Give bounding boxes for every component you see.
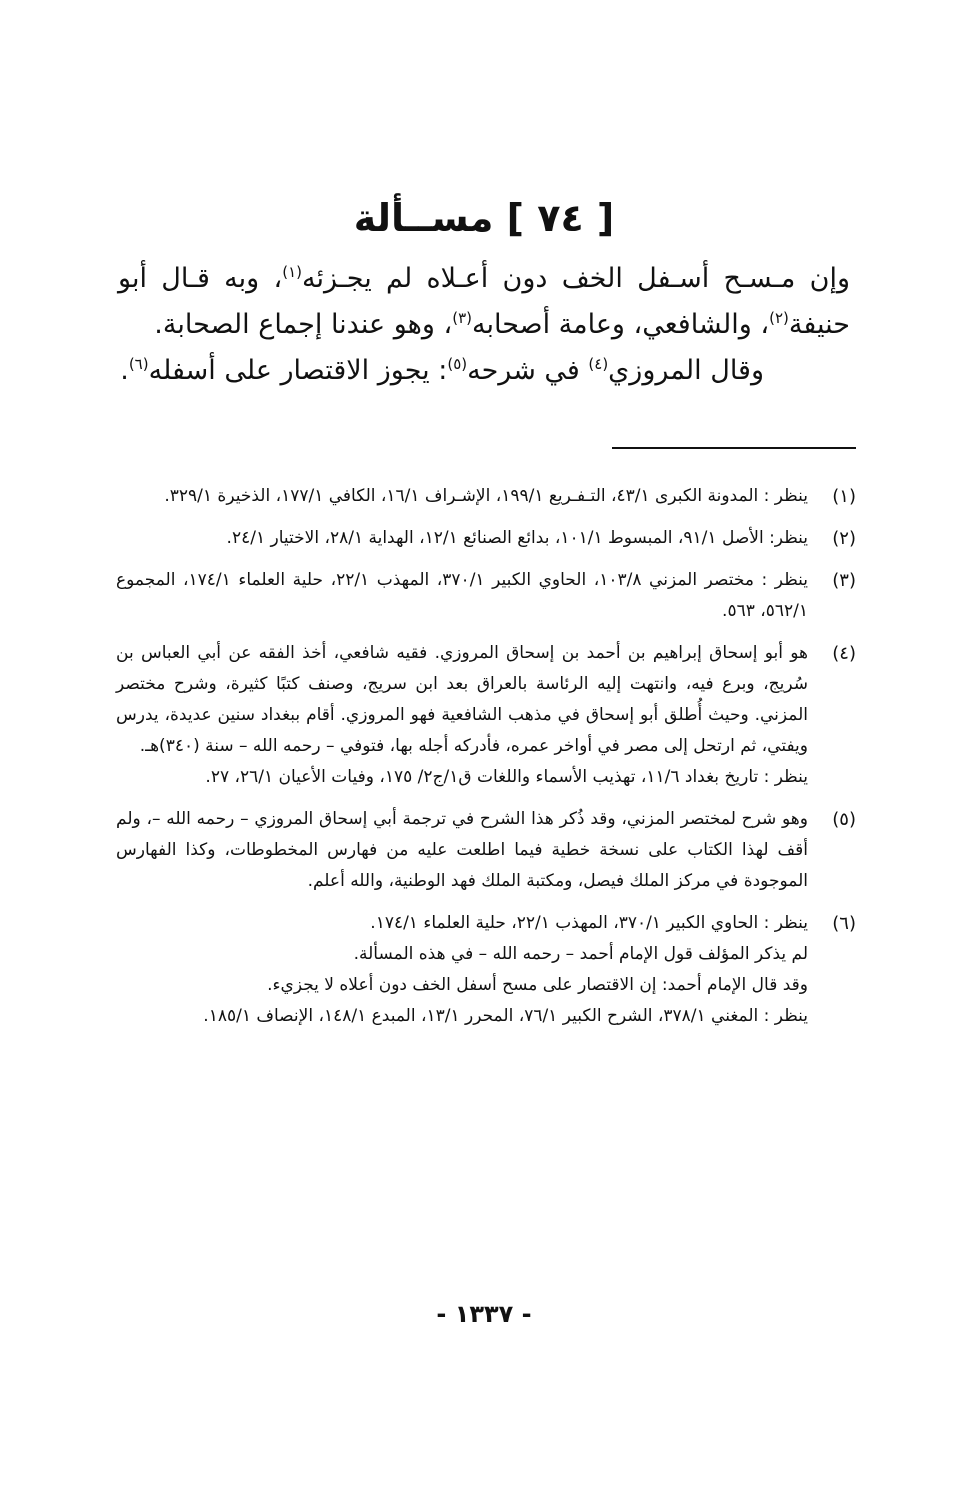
footnote-text <box>116 565 808 627</box>
footnote-number: (٤) <box>832 643 856 664</box>
main-text-segment: ، والشافعي، وعامة أصحابه <box>472 309 770 340</box>
footnote-text <box>116 908 808 1032</box>
footnote-line: وقد قال الإمام أحمد: إن الاقتصار على مسح أسفل الخف دون أعلاه لا يجزيء. <box>267 975 808 995</box>
page-number: - ١٣٣٧ - <box>436 1300 532 1328</box>
footnote-6 <box>116 908 856 1032</box>
footnote-line: هو أبو إسحاق إبراهيم بن أحمد بن إسحاق المروزي. فقيه شافعي، أخذ الفقه عن أبي العباس بن سُريج، وبرع فيه، وانتهت إليه الرئاسة بالعراق بعد ابن سريج، وصنف كتبًا كثيرة، وشرح مختصر المزني. وحيث أُطلق أبو إسحاق في مذهب الشافعية فهو المروزي. أقام ببغداد سنين عديدة، يدرس ويفتي، ثم ارتحل إلى مصر في أواخر عمره، فأدركه أجله بها، فتوفي – رحمه الله – سنة (٣٤٠)هـ. <box>116 643 808 756</box>
main-text-segment: : يجوز الاقتصار على أسفله <box>148 355 448 386</box>
main-text-segment: ، وهو عندنا إجماع الصحابة. <box>154 309 453 340</box>
footnote-line: لم يذكر المؤلف قول الإمام أحمد – رحمه الله – في هذه المسألة. <box>353 944 808 964</box>
main-text-segment: وإن مـسـح أسـفل الخف دون أعـلاه لم يجـزئه <box>302 263 850 294</box>
main-text-segment: ، وبه قـال أبو حنيفة <box>118 263 850 340</box>
main-paragraph-1 <box>118 256 850 348</box>
footnote-text <box>116 638 808 793</box>
issue-heading: [ ٧٤ ] مســألة <box>353 196 615 240</box>
footnote-line: ينظر : الحاوي الكبير ٣٧٠/١، المهذب ٢٢/١، حلية العلماء ١٧٤/١. <box>370 913 808 933</box>
footnote-5 <box>116 804 856 897</box>
footnote-number: (٢) <box>832 528 856 549</box>
footnote-ref-2: (٢) <box>769 309 789 327</box>
footnote-text <box>116 523 808 554</box>
footnote-separator <box>612 447 856 449</box>
footnote-1 <box>116 481 856 512</box>
main-text-segment: وقال المروزي <box>608 355 764 386</box>
footnote-text <box>116 481 808 512</box>
footnote-ref-1: (١) <box>282 263 302 281</box>
footnote-line: ينظر : تاريخ بغداد ١١/٦، تهذيب الأسماء واللغات ق١/ج٢/ ١٧٥، وفيات الأعيان ٢٦/١، ٢٧. <box>205 767 808 787</box>
footnote-line: ينظر : المدونة الكبرى ٤٣/١، التـفـريع ١٩٩/١، الإشـراف ١٦/١، الكافي ١٧٧/١، الذخيرة ٣٢٩/١. <box>164 486 808 506</box>
footnote-4 <box>116 638 856 793</box>
footnote-2 <box>116 523 856 554</box>
footnote-ref-5: (٥) <box>447 355 468 373</box>
main-text-segment: . <box>120 355 129 386</box>
footnote-number: (٦) <box>832 913 856 934</box>
footnote-ref-4: (٤) <box>588 355 609 373</box>
main-paragraph-2 <box>118 348 850 394</box>
main-text-segment: في شرحه <box>467 355 589 386</box>
footnote-line: وهو شرح لمختصر المزني، وقد ذُكر هذا الشرح في ترجمة أبي إسحاق المروزي – رحمه الله –، ولم أقف لهذا الكتاب على نسخة خطية فيما اطلعت عليه من فهارس المخطوطات، وكذا الفهارس الموجودة في مركز الملك فيصل، ومكتبة الملك فهد الوطنية، والله أعلم. <box>116 809 808 891</box>
footnote-line: ينظر : المغني ٣٧٨/١، الشرح الكبير ٧٦/١، المحرر ١٣/١، المبدع ١٤٨/١، الإنصاف ١٨٥/١. <box>203 1006 808 1026</box>
main-text <box>118 256 850 394</box>
footnote-line: ينظر : مختصر المزني ١٠٣/٨، الحاوي الكبير ٣٧٠/١، المهذب ٢٢/١، حلية العلماء ١٧٤/١، المجموع ٥٦٢/١، ٥٦٣. <box>116 570 808 621</box>
footnote-number: (٣) <box>832 570 856 591</box>
footnote-line: ينظر: الأصل ٩١/١، المبسوط ١٠١/١، بدائع الصنائع ١٢/١، الهداية ٢٨/١، الاختيار ٢٤/١. <box>226 528 808 548</box>
footnote-text <box>116 804 808 897</box>
footnote-ref-6: (٦) <box>128 355 149 373</box>
footnote-number: (٥) <box>832 809 856 830</box>
footnote-number: (١) <box>832 486 856 507</box>
footnote-3 <box>116 565 856 627</box>
footnotes <box>116 481 856 1043</box>
footnote-ref-3: (٣) <box>452 309 472 327</box>
